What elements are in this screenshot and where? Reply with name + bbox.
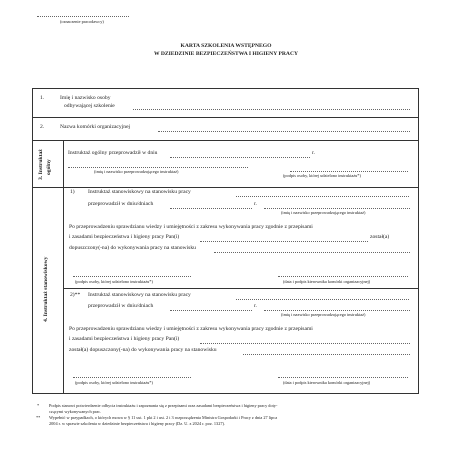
block1-manager-field[interactable]: [278, 276, 408, 277]
block2-title: Instruktaż stanowiskowy na stanowisku pracy: [88, 292, 191, 298]
block2-date-field[interactable]: [170, 310, 252, 311]
row1-divider: [32, 117, 419, 118]
block2-employee-field[interactable]: [200, 343, 410, 344]
section3-date-field[interactable]: [170, 157, 310, 158]
block2-manager-caption: (data i podpis kierownika komórki organizacyjnej): [283, 380, 371, 385]
footnote1-line2: czącymi wykonywanych prac.: [49, 409, 102, 414]
block1-text-line1: Po przeprowadzeniu sprawdzianu wiedzy i umiejętności z zakresu wykonywania pracy zgodnie z przepisami: [69, 224, 313, 230]
block2-instructor-field[interactable]: [264, 310, 410, 311]
block1-conducted-label: przeprowadził w dniu/dniach: [88, 201, 154, 207]
document-title-line2: W DZIEDZINIE BEZPIECZEŃSTWA I HIGIENY PRACY: [153, 51, 299, 57]
block2-signature-field[interactable]: [73, 377, 191, 378]
block2-position-field[interactable]: [236, 299, 409, 300]
block2-signature-caption: (podpis osoby, której udzielono instruktażu*): [75, 380, 153, 385]
block2-manager-field[interactable]: [278, 377, 408, 378]
block1-instructor-field[interactable]: [264, 208, 410, 209]
document-title-line1: KARTA SZKOLENIA WSTĘPNEGO: [180, 43, 272, 49]
block2-year-suffix: r.: [254, 303, 257, 309]
section3-instructor-field[interactable]: [68, 167, 248, 168]
section3-side-label-line1: 3. Instruktaż: [38, 149, 44, 180]
footnote1-mark: *: [37, 403, 40, 408]
row1-number: 1.: [40, 95, 45, 101]
footnote1-line1: Podpis stanowi potwierdzenie odbycia instruktażu i zapoznania się z przepisami oraz zasadami bezpieczeństwa i higieny pracy doty-: [49, 403, 278, 408]
block1-text-line3: dopuszczony(-na) do wykonywania pracy na stanowisku: [69, 245, 196, 251]
block1-workstation-field[interactable]: [214, 252, 410, 253]
block1-signature-caption: (podpis osoby, której udzielono instruktażu*): [75, 279, 153, 284]
block2-number: 2)**: [70, 292, 81, 298]
block2-workstation-field[interactable]: [243, 354, 410, 355]
row1-label-line2: odbywającej szkolenie: [64, 103, 115, 109]
block1-divider: [63, 288, 419, 289]
section3-signature-field[interactable]: [290, 171, 408, 172]
section3-instructor-caption: (imię i nazwisko przeprowadzającego instruktaż): [94, 169, 179, 174]
block1-year-suffix: r.: [254, 201, 257, 207]
section3-year-suffix: r.: [312, 150, 315, 156]
row2-label: Nazwa komórki organizacyjnej: [60, 124, 131, 130]
employer-stamp-caption: (oznaczenie pracodawcy): [60, 19, 104, 24]
section4-side-label: 4. Instruktaż stanowiskowy: [43, 256, 49, 322]
block2-instructor-caption: (imię i nazwisko przeprowadzającego instruktaż): [281, 312, 366, 317]
block2-conducted-label: przeprowadził w dniu/dniach: [88, 303, 154, 309]
footnote2-mark: **: [36, 415, 41, 420]
block1-manager-caption: (data i podpis kierownika komórki organizacyjnej): [283, 279, 371, 284]
section3-divider: [32, 187, 419, 188]
block1-instructor-caption: (imię i nazwisko przeprowadzającego instruktaż): [281, 210, 366, 215]
employer-stamp-line: [37, 16, 129, 17]
block1-text-line2: i zasadami bezpieczeństwa i higieny pracy Pan(i): [69, 234, 180, 240]
block1-title: Instruktaż stanowiskowy na stanowisku pracy: [88, 189, 191, 195]
row2-number: 2.: [40, 124, 45, 130]
block1-text-line2-end: został(a): [370, 234, 390, 240]
block1-number: 1): [70, 189, 75, 195]
block2-text-line3: został(a) dopuszczony(-na) do wykonywania pracy na stanowisku: [69, 347, 217, 353]
footnote2-line2: 2004 r. w sprawie szkolenia w dziedzinie bezpieczeństwa i higieny pracy (Dz. U. z 2024 r. poz. 1327).: [49, 421, 225, 426]
block1-employee-field[interactable]: [200, 241, 368, 242]
section3-side-divider: [63, 140, 64, 187]
block1-signature-field[interactable]: [73, 276, 191, 277]
section3-conducted-label: Instruktaż ogólny przeprowadził w dniu: [68, 150, 158, 156]
section3-side-label-line2: ogólny: [46, 159, 52, 175]
block1-position-field[interactable]: [236, 196, 409, 197]
block2-text-line2: i zasadami bezpieczeństwa i higieny pracy Pan(i): [69, 336, 180, 342]
row2-unit-field[interactable]: [158, 131, 410, 132]
row2-divider: [32, 140, 419, 141]
section4-side-divider: [63, 187, 64, 394]
section3-signature-caption: (podpis osoby, której udzielono instruktażu*): [283, 173, 361, 178]
block2-text-line1: Po przeprowadzeniu sprawdzianu wiedzy i umiejętności z zakresu wykonywania pracy zgodnie z przepisami: [69, 326, 313, 332]
row1-label-line1: Imię i nazwisko osoby: [60, 95, 111, 101]
row1-name-field[interactable]: [133, 109, 410, 110]
footnote2-line1: Wypełnić w przypadkach, o których mowa w § 11 ust. 1 pkt 2 i ust. 2 i 3 rozporządzenia Ministra Gospodarki i Pracy z dnia 27 lipca: [49, 415, 278, 420]
block1-date-field[interactable]: [170, 208, 252, 209]
